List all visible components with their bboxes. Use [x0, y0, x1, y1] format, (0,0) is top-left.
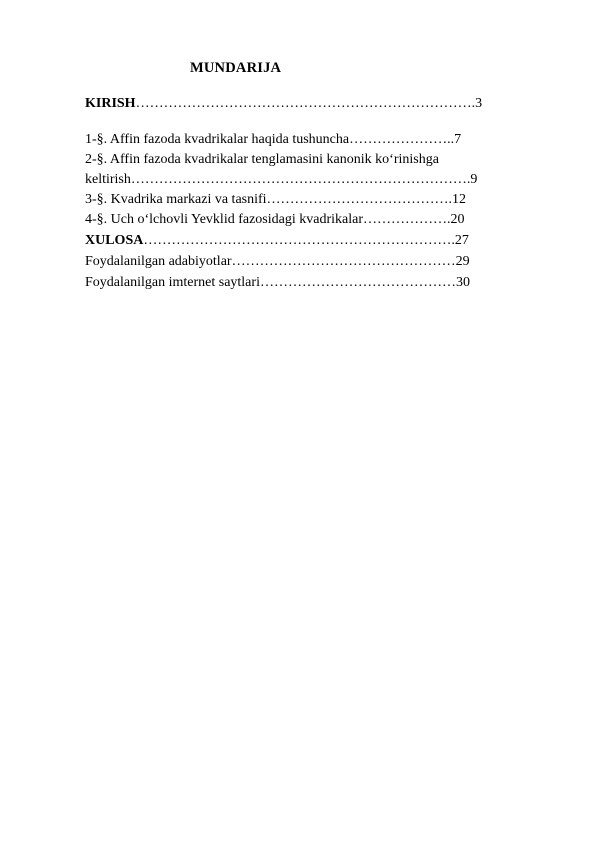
toc-heading-xulosa: XULOSA	[85, 233, 144, 248]
toc-entry-section-1: 1-§. Affin fazoda kvadrikalar haqida tushuncha…………………..7	[85, 132, 462, 147]
toc-entry-section-2-line-1: 2-§. Affin fazoda kvadrikalar tenglamasini kanonik ko‘rinishga	[85, 152, 439, 167]
toc-entry-section-2-line-2: keltirish……………………………………………………………….9	[85, 172, 478, 187]
toc-title: MUNDARIJA	[190, 60, 282, 76]
toc-entry-references: Foydalanilgan adabiyotlar…………………………………………29	[85, 254, 470, 269]
toc-entry-websites: Foydalanilgan imternet saytlari……………………………………30	[85, 275, 470, 290]
toc-entry-section-3: 3-§. Kvadrika markazi va tasnifi………………………………….12	[85, 192, 467, 207]
toc-entry-xulosa	[85, 232, 469, 250]
toc-leader-kirish: ……………………………………………………………….3	[135, 96, 483, 111]
toc-entry-kirish	[85, 95, 482, 113]
toc-leader-xulosa: ………………………………………………………….27	[143, 233, 469, 248]
toc-heading-kirish: KIRISH	[85, 96, 136, 111]
toc-entry-section-4: 4-§. Uch o‘lchovli Yevklid fazosidagi kvadrikalar……………….20	[85, 212, 465, 227]
